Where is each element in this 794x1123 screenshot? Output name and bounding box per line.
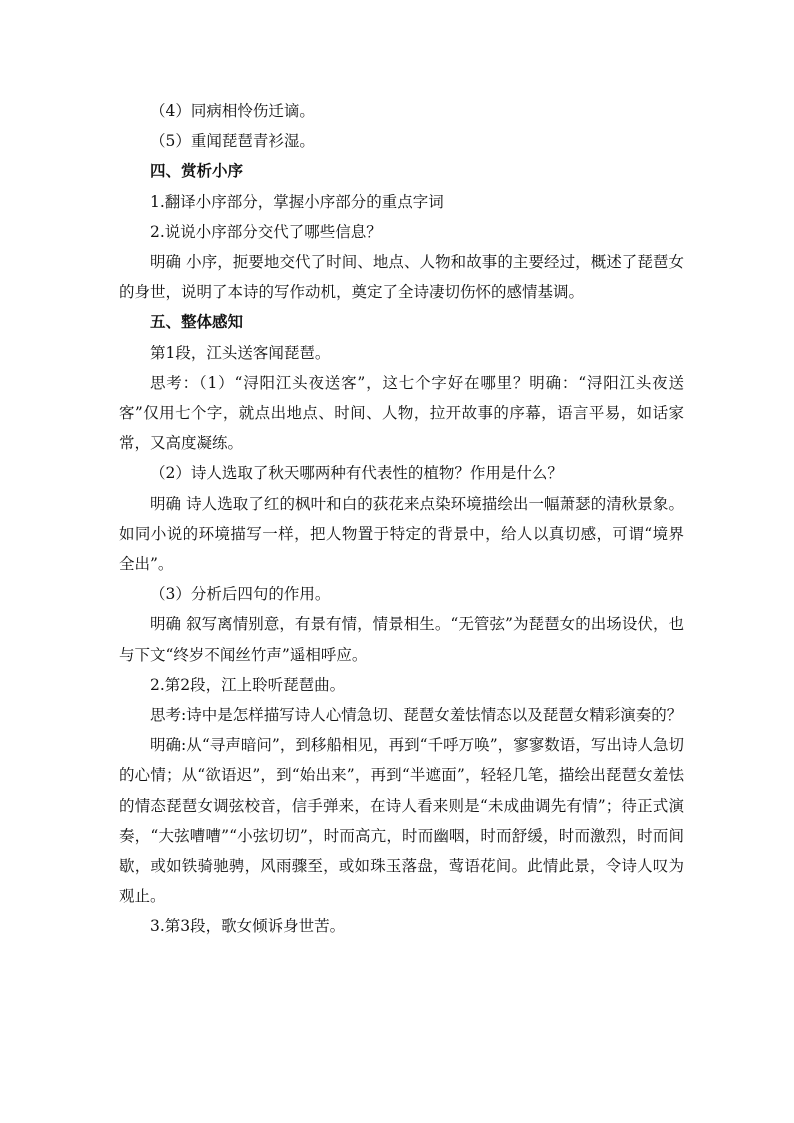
stanza-1-title: 第1段，江头送客闻琵琶。 xyxy=(150,343,331,362)
task-preface-info: 2.说说小序部分交代了哪些信息？ xyxy=(150,222,382,241)
answer-3: 明确 叙写离情别意，有景有情，情景相生。“无管弦”为琵琶女的出场设伏，也与下文“终岁不闻丝竹声”遥相呼应。 xyxy=(119,615,684,664)
task-translate-preface: 1.翻译小序部分，掌握小序部分的重点字词 xyxy=(150,192,444,211)
answer-2: 明确 诗人选取了红的枫叶和白的荻花来点染环境描绘出一幅萧瑟的清秋景象。如同小说的环境描写一样，把人物置于特定的背景中，给人以真切感，可谓“境界全出”。 xyxy=(119,494,684,574)
section-heading-appreciate-preface: 四、赏析小序 xyxy=(150,161,244,181)
paragraph-item-4: （4）同病相怜伤迁谪。 xyxy=(150,102,315,120)
section-heading-overall-perception: 五、整体感知 xyxy=(150,312,244,332)
stanza-2-question: 思考:诗中是怎样描写诗人心情急切、琵琶女羞怯情态以及琵琶女精彩演奏的？ xyxy=(150,706,683,725)
stanza-3-title: 3.第3段，歌女倾诉身世苦。 xyxy=(150,917,346,936)
stanza-2-title: 2.第2段，江上聆听琵琶曲。 xyxy=(150,675,346,694)
answer-preface: 明确 小序，扼要地交代了时间、地点、人物和故事的主要经过，概述了琵琶女的身世，说明了本诗的写作动机，奠定了全诗凄切伤怀的感情基调。 xyxy=(119,253,684,302)
stanza-2-answer: 明确:从“寻声暗问”，到移船相见，再到“千呼万唤”，寥寥数语，写出诗人急切的心情；从“欲语迟”，到“始出来”，再到“半遮面”，轻轻几笔，描绘出琵琶女羞怯的情态琵琶女调弦校音，信手弹来，在诗人看来则是“未成曲调先有情”；待正式演奏，“大弦嘈嘈”“小弦切切”，时而高亢，时而幽咽，时而舒缓，时而激烈，时而间歇，或如铁骑驰骋，风雨骤至，或如珠玉落盘，莺语花间。此情此景，令诗人叹为观止。 xyxy=(119,736,684,906)
question-1-with-answer: 思考：（1）“浔阳江头夜送客”，这七个字好在哪里？明确：“浔阳江头夜送客”仅用七个字，就点出地点、时间、人物，拉开故事的序幕，语言平易，如话家常，又高度凝练。 xyxy=(119,373,684,453)
paragraph-item-5: （5）重闻琵琶青衫湿。 xyxy=(150,132,315,151)
document-body xyxy=(119,96,684,942)
question-2: （2）诗人选取了秋天哪两种有代表性的植物？作用是什么？ xyxy=(150,464,563,483)
question-3: （3）分析后四句的作用。 xyxy=(150,585,331,604)
